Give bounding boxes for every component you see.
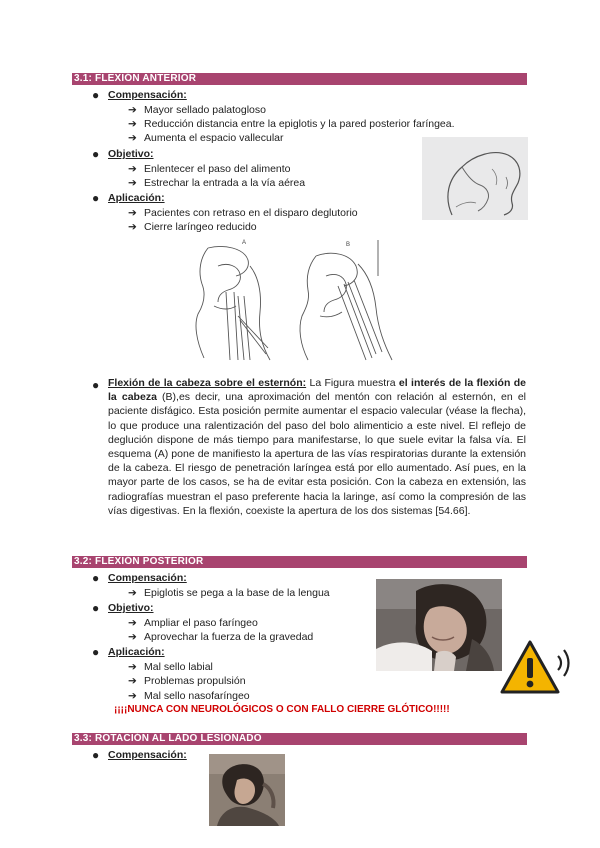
arrow-icon: ➔: [128, 631, 137, 643]
list-item: Mal sello nasofaríngeo: [144, 690, 250, 702]
paragraph-emphasis: el interés de la flexión de la cabeza: [108, 377, 526, 404]
list-item: Reducción distancia entre la epiglotis y la pared posterior faríngea.: [144, 118, 455, 130]
list-item: Aprovechar la fuerza de la gravedad: [144, 631, 314, 643]
bullet-icon: ●: [92, 147, 100, 161]
arrow-icon: ➔: [128, 132, 137, 144]
diagram-label-b: B: [346, 242, 351, 248]
head-rotation-photo: [209, 754, 285, 826]
aplicacion-label: Aplicación:: [108, 192, 165, 204]
paragraph-heading: Flexión de la cabeza sobre el esternón:: [108, 377, 307, 389]
head-extension-photo: [376, 579, 502, 671]
arrow-icon: ➔: [128, 675, 137, 687]
arrow-icon: ➔: [128, 617, 137, 629]
objetivo-label: Objetivo:: [108, 602, 154, 614]
flexion-paragraph: [108, 376, 526, 518]
list-item: Cierre laríngeo reducido: [144, 221, 257, 233]
arrow-icon: ➔: [128, 104, 137, 116]
bullet-icon: ●: [92, 378, 100, 392]
warning-icon: [500, 638, 574, 700]
list-item: Mal sello labial: [144, 661, 213, 673]
compensacion-label: Compensación:: [108, 749, 187, 761]
diagram-label-a: A: [242, 240, 247, 246]
head-flexion-sketch: [422, 137, 528, 220]
section-heading-rotacion: 3.3: ROTACIÓN AL LADO LESIONADO: [72, 733, 527, 745]
list-item: Problemas propulsión: [144, 675, 246, 687]
section-heading-flexion-posterior: 3.2: FLEXIÓN POSTERIOR: [72, 556, 527, 568]
bullet-icon: ●: [92, 191, 100, 205]
list-item: Mayor sellado palatogloso: [144, 104, 266, 116]
list-item: Enlentecer el paso del alimento: [144, 163, 291, 175]
bullet-icon: ●: [92, 88, 100, 102]
bullet-icon: ●: [92, 748, 100, 762]
compensacion-label: Compensación:: [108, 572, 187, 584]
arrow-icon: ➔: [128, 118, 137, 130]
arrow-icon: ➔: [128, 587, 137, 599]
list-item: Ampliar el paso faríngeo: [144, 617, 258, 629]
swallow-anatomy-diagrams: [178, 236, 410, 364]
arrow-icon: ➔: [128, 207, 137, 219]
arrow-icon: ➔: [128, 221, 137, 233]
paragraph-text: La Figura muestra: [306, 377, 399, 389]
objetivo-label: Objetivo:: [108, 148, 154, 160]
section-heading-flexion-anterior: 3.1: FLEXIÓN ANTERIOR: [72, 73, 527, 85]
aplicacion-label: Aplicación:: [108, 646, 165, 658]
list-item: Epiglotis se pega a la base de la lengua: [144, 587, 330, 599]
arrow-icon: ➔: [128, 690, 137, 702]
bullet-icon: ●: [92, 601, 100, 615]
arrow-icon: ➔: [128, 163, 137, 175]
list-item: Pacientes con retraso en el disparo deglutorio: [144, 207, 358, 219]
bullet-icon: ●: [92, 645, 100, 659]
bullet-icon: ●: [92, 571, 100, 585]
list-item: Estrechar la entrada a la vía aérea: [144, 177, 306, 189]
list-item: Aumenta el espacio vallecular: [144, 132, 284, 144]
paragraph-text: (B),es decir, una aproximación del mentón con relación al esternón, en el paciente disfágico. Esta posición permite aumentar el espacio valecular (véase la flecha), lo que produce una ralentización del paso del bolo alimenticio a este nivel. El reflejo de deglución dispone de más tiempo para manifestarse, lo que suele evitar la falsa vía. El esquema (A) pone de manifiesto la apertura de las vías respiratorias durante la extensión de la cabeza. El riesgo de penetración laríngea está por ello aumentado. Así pues, en la mayor parte de los casos, se ha de evitar esta posición. Con la cabeza en extensión, las radiografías muestran el paso preferente hacia la laringe, así como la compresión de las vías digestivas. En la flexión, coexiste la apertura de los dos sistemas [54.66].: [108, 391, 526, 517]
compensacion-label: Compensación:: [108, 89, 187, 101]
warning-text: ¡¡¡¡NUNCA CON NEUROLÓGICOS O CON FALLO CIERRE GLÓTICO!!!!!: [114, 704, 450, 715]
arrow-icon: ➔: [128, 177, 137, 189]
arrow-icon: ➔: [128, 661, 137, 673]
